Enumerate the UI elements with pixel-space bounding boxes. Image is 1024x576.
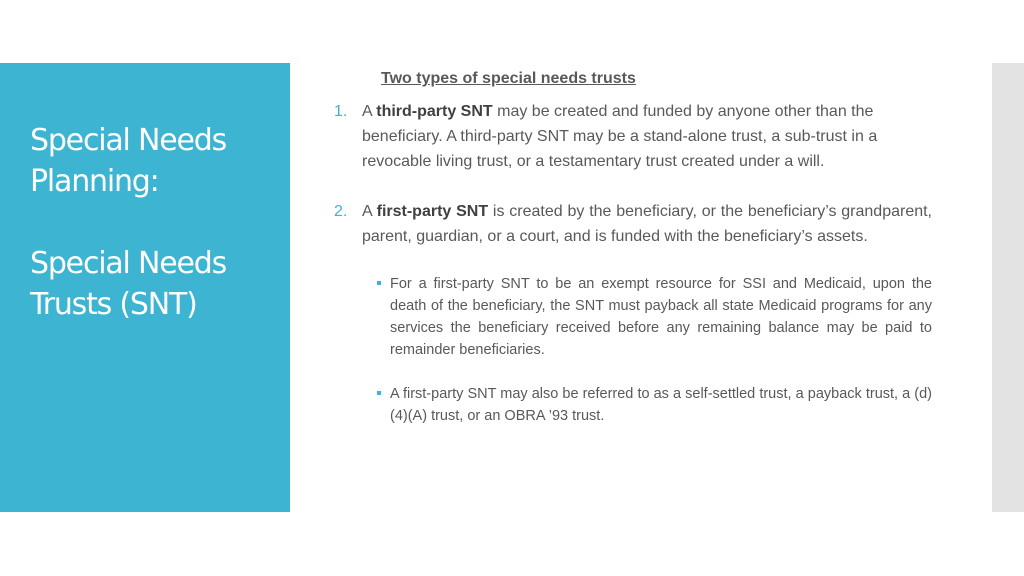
sub-bullet-list bbox=[334, 273, 932, 427]
slide-content bbox=[334, 66, 932, 427]
slide-title bbox=[30, 120, 280, 325]
list-item-third-party bbox=[334, 99, 932, 174]
list-item-text bbox=[362, 199, 932, 249]
item-term: third-party SNT bbox=[376, 103, 493, 120]
bullet-icon bbox=[377, 281, 381, 285]
list-item-first-party bbox=[334, 199, 932, 249]
bullet-item bbox=[390, 273, 932, 361]
subtitle-line-1: Special Needs bbox=[30, 246, 227, 281]
content-heading: Two types of special needs trusts bbox=[381, 70, 636, 87]
item-term: first-party SNT bbox=[376, 203, 489, 220]
list-item-text bbox=[362, 99, 932, 174]
list-number: 1. bbox=[334, 103, 348, 120]
list-number: 2. bbox=[334, 203, 348, 220]
title-line-1: Special Needs bbox=[30, 123, 227, 158]
title-line-2: Planning: bbox=[30, 164, 159, 199]
bullet-icon bbox=[377, 391, 381, 395]
side-scroll-strip bbox=[992, 63, 1024, 512]
item-prefix: A bbox=[362, 203, 377, 220]
bullet-item bbox=[390, 383, 932, 427]
bullet-text: A first-party SNT may also be referred to as a self-settled trust, a payback trust, a (d)(4)(A) trust, or an OBRA ’93 trust. bbox=[390, 386, 932, 424]
subtitle-line-2: Trusts (SNT) bbox=[30, 287, 197, 322]
item-description: may be created and funded by anyone other than the beneficiary. A third-party SNT may be a stand-alone trust, a sub-trust in a revocable living trust, or a testamentary trust created under a will. bbox=[362, 103, 878, 170]
item-description: is created by the beneficiary, or the beneficiary’s grandparent, parent, guardian, or a court, and is funded with the beneficiary’s assets. bbox=[362, 203, 933, 245]
item-prefix: A bbox=[362, 103, 377, 120]
bullet-text: For a first-party SNT to be an exempt resource for SSI and Medicaid, upon the death of the beneficiary, the SNT must payback all state Medicaid programs for any services the beneficiary received before any remaining balance may be paid to remainder beneficiaries. bbox=[390, 276, 932, 358]
